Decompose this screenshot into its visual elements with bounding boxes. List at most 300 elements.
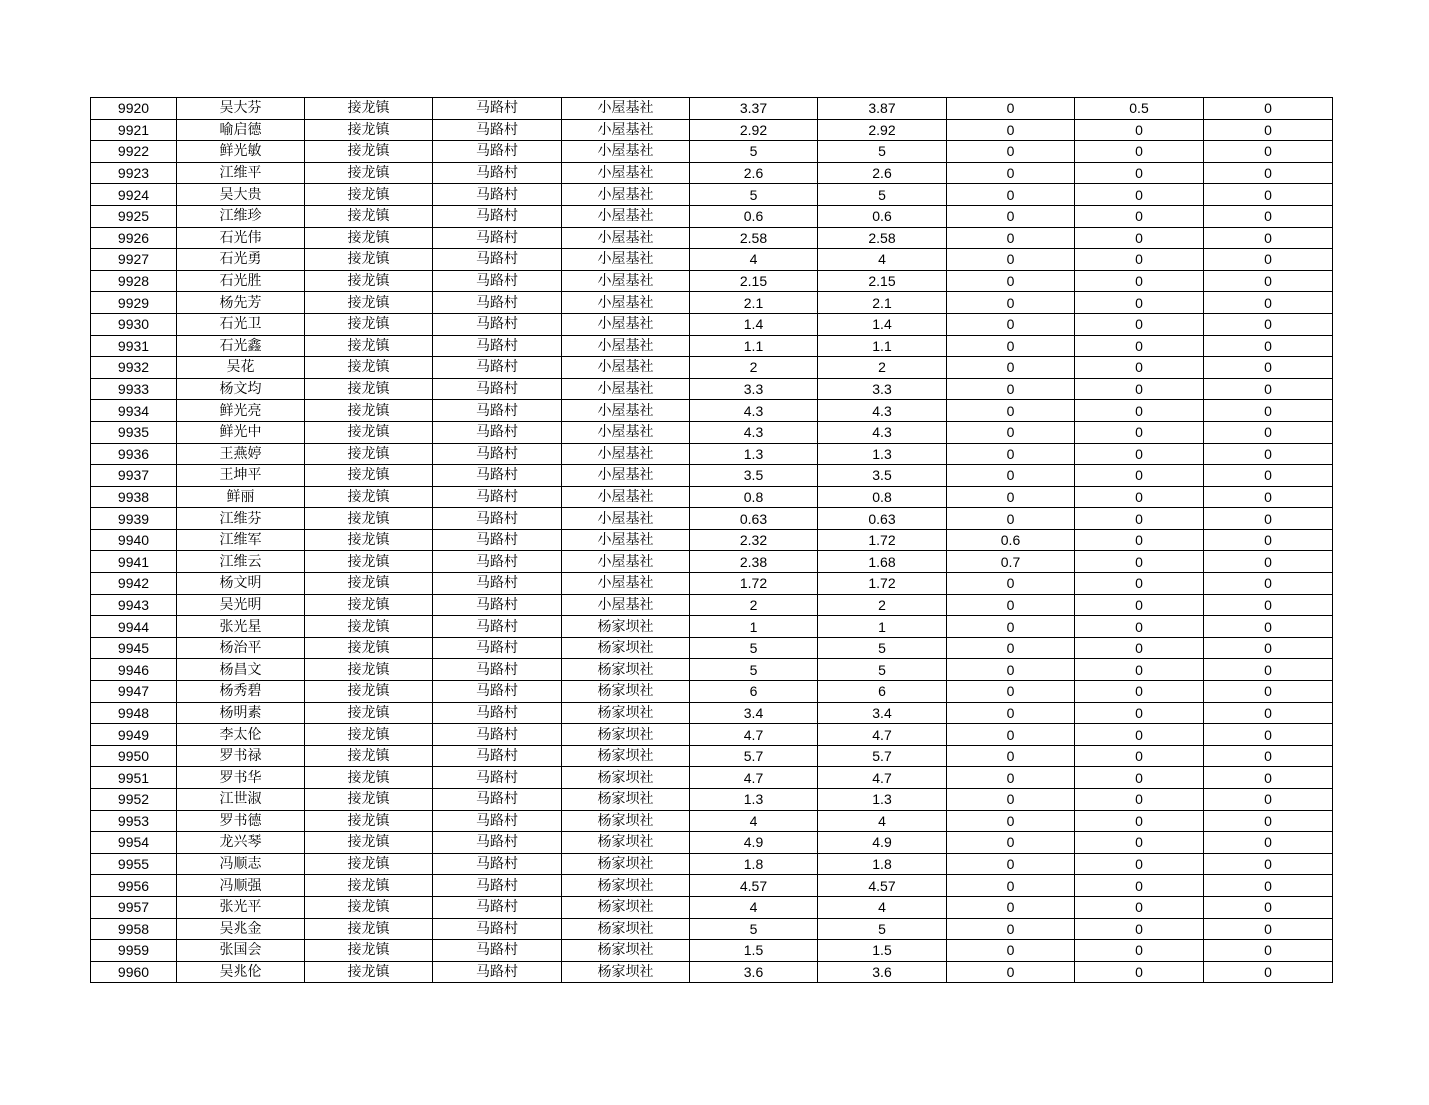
value-cell-2: 1.3: [818, 789, 947, 811]
row-number-cell: 9932: [91, 357, 177, 379]
value-cell-2: 1.5: [818, 940, 947, 962]
group-cell: 杨家坝社: [562, 681, 690, 703]
table-row: [91, 249, 1333, 271]
row-number-cell: 9923: [91, 162, 177, 184]
value-cell-1: 5: [690, 184, 818, 206]
value-cell-2: 5: [818, 141, 947, 163]
village-cell: 马路村: [433, 378, 562, 400]
value-cell-3: 0: [947, 378, 1075, 400]
value-cell-4: 0: [1075, 486, 1204, 508]
town-cell: 接龙镇: [305, 875, 433, 897]
value-cell-3: 0: [947, 789, 1075, 811]
value-cell-5: 0: [1204, 119, 1333, 141]
value-cell-4: 0: [1075, 702, 1204, 724]
town-cell: 接龙镇: [305, 659, 433, 681]
value-cell-2: 1: [818, 616, 947, 638]
value-cell-3: 0: [947, 119, 1075, 141]
name-cell: 杨文均: [177, 378, 305, 400]
row-number-cell: 9938: [91, 486, 177, 508]
group-cell: 小屋基社: [562, 270, 690, 292]
table-row: [91, 443, 1333, 465]
town-cell: 接龙镇: [305, 637, 433, 659]
town-cell: 接龙镇: [305, 745, 433, 767]
row-number-cell: 9928: [91, 270, 177, 292]
table-row: [91, 896, 1333, 918]
value-cell-4: 0: [1075, 335, 1204, 357]
village-cell: 马路村: [433, 141, 562, 163]
village-cell: 马路村: [433, 400, 562, 422]
table-body: [91, 98, 1333, 983]
group-cell: 杨家坝社: [562, 875, 690, 897]
town-cell: 接龙镇: [305, 357, 433, 379]
village-cell: 马路村: [433, 961, 562, 983]
value-cell-2: 3.5: [818, 465, 947, 487]
value-cell-1: 3.3: [690, 378, 818, 400]
table-row: [91, 508, 1333, 530]
row-number-cell: 9921: [91, 119, 177, 141]
value-cell-2: 4.9: [818, 832, 947, 854]
value-cell-1: 1: [690, 616, 818, 638]
table-row: [91, 270, 1333, 292]
town-cell: 接龙镇: [305, 335, 433, 357]
value-cell-2: 1.68: [818, 551, 947, 573]
town-cell: 接龙镇: [305, 162, 433, 184]
row-number-cell: 9948: [91, 702, 177, 724]
group-cell: 小屋基社: [562, 162, 690, 184]
value-cell-1: 2.32: [690, 529, 818, 551]
village-cell: 马路村: [433, 896, 562, 918]
village-cell: 马路村: [433, 594, 562, 616]
value-cell-4: 0: [1075, 184, 1204, 206]
name-cell: 吴大芬: [177, 98, 305, 120]
value-cell-2: 2.6: [818, 162, 947, 184]
value-cell-4: 0: [1075, 659, 1204, 681]
name-cell: 杨先芳: [177, 292, 305, 314]
value-cell-5: 0: [1204, 637, 1333, 659]
value-cell-3: 0: [947, 832, 1075, 854]
row-number-cell: 9955: [91, 853, 177, 875]
value-cell-4: 0: [1075, 270, 1204, 292]
town-cell: 接龙镇: [305, 249, 433, 271]
value-cell-2: 6: [818, 681, 947, 703]
group-cell: 小屋基社: [562, 551, 690, 573]
row-number-cell: 9947: [91, 681, 177, 703]
value-cell-3: 0: [947, 162, 1075, 184]
value-cell-1: 5.7: [690, 745, 818, 767]
village-cell: 马路村: [433, 918, 562, 940]
row-number-cell: 9931: [91, 335, 177, 357]
value-cell-4: 0: [1075, 529, 1204, 551]
value-cell-5: 0: [1204, 378, 1333, 400]
value-cell-5: 0: [1204, 162, 1333, 184]
value-cell-3: 0: [947, 659, 1075, 681]
value-cell-2: 4.3: [818, 421, 947, 443]
value-cell-1: 3.37: [690, 98, 818, 120]
value-cell-3: 0.6: [947, 529, 1075, 551]
table-row: [91, 767, 1333, 789]
value-cell-4: 0: [1075, 508, 1204, 530]
value-cell-5: 0: [1204, 227, 1333, 249]
town-cell: 接龙镇: [305, 918, 433, 940]
value-cell-2: 1.1: [818, 335, 947, 357]
table-row: [91, 810, 1333, 832]
value-cell-3: 0: [947, 875, 1075, 897]
value-cell-2: 4: [818, 249, 947, 271]
village-cell: 马路村: [433, 529, 562, 551]
value-cell-4: 0: [1075, 940, 1204, 962]
name-cell: 鲜光敏: [177, 141, 305, 163]
name-cell: 龙兴琴: [177, 832, 305, 854]
value-cell-4: 0: [1075, 681, 1204, 703]
value-cell-4: 0: [1075, 573, 1204, 595]
value-cell-5: 0: [1204, 443, 1333, 465]
village-cell: 马路村: [433, 681, 562, 703]
value-cell-3: 0: [947, 205, 1075, 227]
value-cell-3: 0: [947, 486, 1075, 508]
value-cell-1: 0.63: [690, 508, 818, 530]
group-cell: 杨家坝社: [562, 659, 690, 681]
value-cell-3: 0: [947, 357, 1075, 379]
group-cell: 小屋基社: [562, 378, 690, 400]
village-cell: 马路村: [433, 292, 562, 314]
value-cell-2: 2: [818, 594, 947, 616]
table-row: [91, 378, 1333, 400]
village-cell: 马路村: [433, 508, 562, 530]
table-row: [91, 205, 1333, 227]
name-cell: 王燕婷: [177, 443, 305, 465]
table-row: [91, 529, 1333, 551]
town-cell: 接龙镇: [305, 141, 433, 163]
value-cell-3: 0: [947, 681, 1075, 703]
group-cell: 小屋基社: [562, 421, 690, 443]
village-cell: 马路村: [433, 227, 562, 249]
table-row: [91, 789, 1333, 811]
value-cell-2: 4.7: [818, 724, 947, 746]
row-number-cell: 9939: [91, 508, 177, 530]
row-number-cell: 9960: [91, 961, 177, 983]
value-cell-2: 2.92: [818, 119, 947, 141]
town-cell: 接龙镇: [305, 940, 433, 962]
name-cell: 江维云: [177, 551, 305, 573]
value-cell-4: 0: [1075, 249, 1204, 271]
value-cell-5: 0: [1204, 573, 1333, 595]
value-cell-3: 0: [947, 98, 1075, 120]
town-cell: 接龙镇: [305, 551, 433, 573]
value-cell-1: 4: [690, 810, 818, 832]
value-cell-3: 0: [947, 573, 1075, 595]
value-cell-2: 0.6: [818, 205, 947, 227]
value-cell-4: 0: [1075, 789, 1204, 811]
value-cell-2: 1.4: [818, 313, 947, 335]
value-cell-2: 1.8: [818, 853, 947, 875]
value-cell-4: 0: [1075, 421, 1204, 443]
table-row: [91, 162, 1333, 184]
value-cell-3: 0: [947, 637, 1075, 659]
value-cell-2: 5.7: [818, 745, 947, 767]
name-cell: 张光星: [177, 616, 305, 638]
value-cell-2: 0.63: [818, 508, 947, 530]
row-number-cell: 9954: [91, 832, 177, 854]
value-cell-5: 0: [1204, 98, 1333, 120]
row-number-cell: 9927: [91, 249, 177, 271]
value-cell-5: 0: [1204, 702, 1333, 724]
town-cell: 接龙镇: [305, 616, 433, 638]
group-cell: 小屋基社: [562, 594, 690, 616]
value-cell-4: 0: [1075, 443, 1204, 465]
group-cell: 杨家坝社: [562, 724, 690, 746]
value-cell-5: 0: [1204, 313, 1333, 335]
group-cell: 小屋基社: [562, 313, 690, 335]
table-row: [91, 98, 1333, 120]
row-number-cell: 9949: [91, 724, 177, 746]
value-cell-5: 0: [1204, 357, 1333, 379]
town-cell: 接龙镇: [305, 832, 433, 854]
value-cell-5: 0: [1204, 767, 1333, 789]
group-cell: 小屋基社: [562, 400, 690, 422]
row-number-cell: 9950: [91, 745, 177, 767]
value-cell-1: 2.92: [690, 119, 818, 141]
group-cell: 小屋基社: [562, 529, 690, 551]
value-cell-5: 0: [1204, 141, 1333, 163]
group-cell: 小屋基社: [562, 573, 690, 595]
group-cell: 杨家坝社: [562, 918, 690, 940]
value-cell-5: 0: [1204, 205, 1333, 227]
value-cell-1: 3.4: [690, 702, 818, 724]
value-cell-3: 0: [947, 853, 1075, 875]
village-cell: 马路村: [433, 119, 562, 141]
town-cell: 接龙镇: [305, 853, 433, 875]
value-cell-2: 3.6: [818, 961, 947, 983]
table-row: [91, 702, 1333, 724]
value-cell-5: 0: [1204, 335, 1333, 357]
name-cell: 李太伦: [177, 724, 305, 746]
value-cell-2: 5: [818, 659, 947, 681]
village-cell: 马路村: [433, 637, 562, 659]
value-cell-5: 0: [1204, 832, 1333, 854]
town-cell: 接龙镇: [305, 378, 433, 400]
value-cell-4: 0: [1075, 875, 1204, 897]
value-cell-4: 0: [1075, 724, 1204, 746]
value-cell-5: 0: [1204, 940, 1333, 962]
value-cell-2: 0.8: [818, 486, 947, 508]
row-number-cell: 9953: [91, 810, 177, 832]
table-row: [91, 119, 1333, 141]
value-cell-3: 0: [947, 918, 1075, 940]
village-cell: 马路村: [433, 724, 562, 746]
value-cell-2: 3.3: [818, 378, 947, 400]
group-cell: 杨家坝社: [562, 616, 690, 638]
group-cell: 杨家坝社: [562, 810, 690, 832]
value-cell-4: 0: [1075, 313, 1204, 335]
table-row: [91, 227, 1333, 249]
data-table: [90, 97, 1333, 983]
name-cell: 冯顺志: [177, 853, 305, 875]
value-cell-1: 4.7: [690, 724, 818, 746]
group-cell: 小屋基社: [562, 98, 690, 120]
town-cell: 接龙镇: [305, 789, 433, 811]
value-cell-4: 0: [1075, 832, 1204, 854]
name-cell: 江维平: [177, 162, 305, 184]
value-cell-5: 0: [1204, 961, 1333, 983]
row-number-cell: 9929: [91, 292, 177, 314]
name-cell: 杨文明: [177, 573, 305, 595]
town-cell: 接龙镇: [305, 465, 433, 487]
row-number-cell: 9940: [91, 529, 177, 551]
value-cell-5: 0: [1204, 875, 1333, 897]
value-cell-5: 0: [1204, 810, 1333, 832]
value-cell-1: 2: [690, 594, 818, 616]
value-cell-3: 0: [947, 141, 1075, 163]
name-cell: 罗书禄: [177, 745, 305, 767]
group-cell: 小屋基社: [562, 227, 690, 249]
value-cell-1: 5: [690, 659, 818, 681]
row-number-cell: 9920: [91, 98, 177, 120]
row-number-cell: 9946: [91, 659, 177, 681]
table-row: [91, 616, 1333, 638]
group-cell: 小屋基社: [562, 141, 690, 163]
table-row: [91, 573, 1333, 595]
row-number-cell: 9945: [91, 637, 177, 659]
table-row: [91, 594, 1333, 616]
value-cell-3: 0: [947, 313, 1075, 335]
row-number-cell: 9935: [91, 421, 177, 443]
value-cell-1: 5: [690, 141, 818, 163]
group-cell: 小屋基社: [562, 205, 690, 227]
group-cell: 杨家坝社: [562, 853, 690, 875]
value-cell-1: 2.38: [690, 551, 818, 573]
group-cell: 小屋基社: [562, 357, 690, 379]
name-cell: 杨治平: [177, 637, 305, 659]
village-cell: 马路村: [433, 745, 562, 767]
group-cell: 小屋基社: [562, 335, 690, 357]
value-cell-2: 4.57: [818, 875, 947, 897]
village-cell: 马路村: [433, 940, 562, 962]
table-row: [91, 400, 1333, 422]
value-cell-1: 4: [690, 896, 818, 918]
value-cell-1: 5: [690, 918, 818, 940]
name-cell: 鲜光亮: [177, 400, 305, 422]
value-cell-3: 0: [947, 400, 1075, 422]
value-cell-4: 0: [1075, 616, 1204, 638]
value-cell-4: 0: [1075, 227, 1204, 249]
value-cell-4: 0: [1075, 767, 1204, 789]
value-cell-1: 4.3: [690, 421, 818, 443]
name-cell: 冯顺强: [177, 875, 305, 897]
group-cell: 杨家坝社: [562, 940, 690, 962]
name-cell: 张国会: [177, 940, 305, 962]
value-cell-3: 0: [947, 335, 1075, 357]
value-cell-1: 0.6: [690, 205, 818, 227]
group-cell: 杨家坝社: [562, 961, 690, 983]
value-cell-1: 3.6: [690, 961, 818, 983]
village-cell: 马路村: [433, 465, 562, 487]
value-cell-3: 0: [947, 767, 1075, 789]
village-cell: 马路村: [433, 551, 562, 573]
value-cell-1: 2: [690, 357, 818, 379]
value-cell-3: 0: [947, 594, 1075, 616]
village-cell: 马路村: [433, 832, 562, 854]
value-cell-5: 0: [1204, 616, 1333, 638]
value-cell-5: 0: [1204, 400, 1333, 422]
table-row: [91, 184, 1333, 206]
value-cell-1: 1.5: [690, 940, 818, 962]
village-cell: 马路村: [433, 357, 562, 379]
name-cell: 杨明素: [177, 702, 305, 724]
value-cell-4: 0: [1075, 918, 1204, 940]
name-cell: 吴花: [177, 357, 305, 379]
table-row: [91, 551, 1333, 573]
town-cell: 接龙镇: [305, 702, 433, 724]
village-cell: 马路村: [433, 767, 562, 789]
village-cell: 马路村: [433, 270, 562, 292]
value-cell-1: 4.57: [690, 875, 818, 897]
value-cell-5: 0: [1204, 745, 1333, 767]
name-cell: 杨秀碧: [177, 681, 305, 703]
table-row: [91, 637, 1333, 659]
village-cell: 马路村: [433, 702, 562, 724]
village-cell: 马路村: [433, 162, 562, 184]
value-cell-2: 2: [818, 357, 947, 379]
value-cell-5: 0: [1204, 594, 1333, 616]
group-cell: 杨家坝社: [562, 637, 690, 659]
group-cell: 小屋基社: [562, 486, 690, 508]
name-cell: 江维芬: [177, 508, 305, 530]
town-cell: 接龙镇: [305, 292, 433, 314]
town-cell: 接龙镇: [305, 421, 433, 443]
value-cell-5: 0: [1204, 659, 1333, 681]
name-cell: 江维珍: [177, 205, 305, 227]
value-cell-4: 0: [1075, 400, 1204, 422]
group-cell: 杨家坝社: [562, 702, 690, 724]
group-cell: 杨家坝社: [562, 767, 690, 789]
table-row: [91, 486, 1333, 508]
row-number-cell: 9937: [91, 465, 177, 487]
name-cell: 江世淑: [177, 789, 305, 811]
value-cell-4: 0: [1075, 119, 1204, 141]
value-cell-2: 5: [818, 918, 947, 940]
row-number-cell: 9934: [91, 400, 177, 422]
town-cell: 接龙镇: [305, 98, 433, 120]
value-cell-1: 0.8: [690, 486, 818, 508]
name-cell: 罗书德: [177, 810, 305, 832]
value-cell-3: 0: [947, 443, 1075, 465]
value-cell-1: 2.6: [690, 162, 818, 184]
group-cell: 小屋基社: [562, 184, 690, 206]
town-cell: 接龙镇: [305, 119, 433, 141]
value-cell-5: 0: [1204, 896, 1333, 918]
value-cell-4: 0: [1075, 961, 1204, 983]
name-cell: 石光卫: [177, 313, 305, 335]
village-cell: 马路村: [433, 810, 562, 832]
table-row: [91, 141, 1333, 163]
value-cell-3: 0: [947, 961, 1075, 983]
value-cell-3: 0: [947, 702, 1075, 724]
village-cell: 马路村: [433, 98, 562, 120]
value-cell-3: 0: [947, 465, 1075, 487]
town-cell: 接龙镇: [305, 313, 433, 335]
name-cell: 江维军: [177, 529, 305, 551]
table-row: [91, 875, 1333, 897]
name-cell: 吴兆伦: [177, 961, 305, 983]
value-cell-2: 2.58: [818, 227, 947, 249]
row-number-cell: 9936: [91, 443, 177, 465]
value-cell-4: 0: [1075, 853, 1204, 875]
value-cell-1: 4: [690, 249, 818, 271]
value-cell-2: 3.4: [818, 702, 947, 724]
value-cell-3: 0: [947, 249, 1075, 271]
value-cell-3: 0: [947, 508, 1075, 530]
table-row: [91, 659, 1333, 681]
